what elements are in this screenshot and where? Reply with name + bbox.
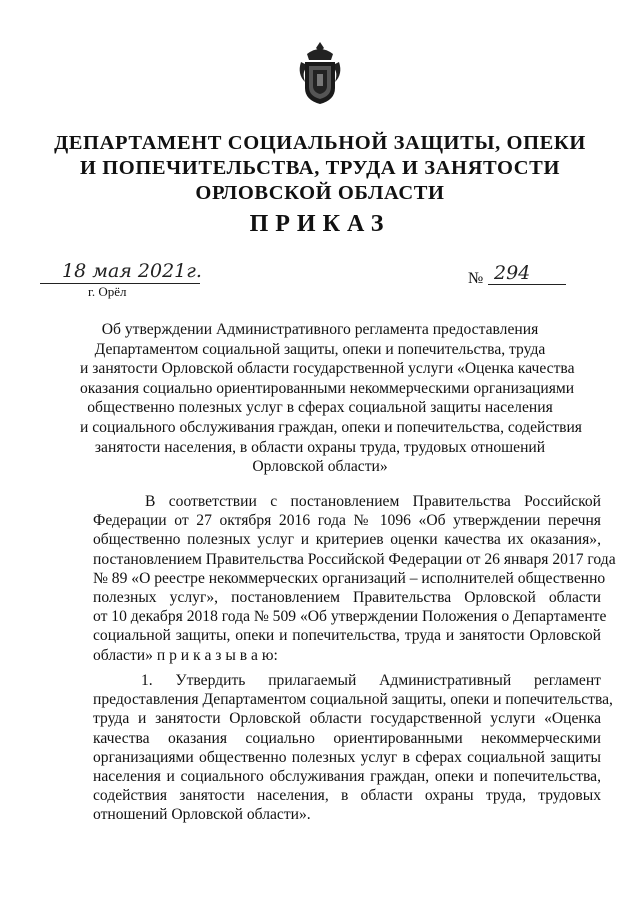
preamble-line: № 89 «О реестре некоммерческих организаций – исполнителей общественно <box>93 569 606 587</box>
order-item-1 <box>93 671 613 825</box>
subject-line: общественно полезных услуг в сферах социальной защиты населения <box>87 399 553 417</box>
preamble-paragraph <box>93 492 616 665</box>
coat-of-arms-icon <box>297 40 343 106</box>
item-line: организациями общественно полезных услуг в сферах социальной защиты <box>93 748 601 766</box>
preamble-line: области» п р и к а з ы в а ю: <box>93 646 278 664</box>
handwritten-number: 294 <box>494 262 531 284</box>
subject-line: и социального обслуживания граждан, опеки и попечительства, содействия <box>80 418 582 436</box>
department-name-line-3: ОРЛОВСКОЙ ОБЛАСТИ <box>195 182 445 204</box>
item-line: предоставления Департаментом социальной защиты, опеки и попечительства, <box>93 691 613 709</box>
order-subject <box>80 320 582 477</box>
subject-line: и занятости Орловской области государственной услуги «Оценка качества <box>80 360 575 378</box>
item-line: населения и социального обслуживания граждан, опеки и попечительства, <box>93 768 601 786</box>
item-line: качества оказания социально ориентированными некоммерческими <box>93 729 601 747</box>
item-line: труда и занятости Орловской области государственной услуги «Оценка <box>93 710 601 728</box>
city-label: г. Орёл <box>88 284 127 299</box>
subject-line: Департаментом социальной защиты, опеки и попечительства, труда <box>94 340 546 358</box>
preamble-line: от 10 декабря 2018 года № 509 «Об утверждении Положения о Департаменте <box>93 608 607 626</box>
preamble-line: полезных услуг», постановлением Правительства Орловской области <box>93 589 601 607</box>
preamble-line: постановлением Правительства Российской Федерации от 26 января 2017 года <box>93 550 616 568</box>
department-name-line-2: И ПОПЕЧИТЕЛЬСТВА, ТРУДА И ЗАНЯТОСТИ <box>79 157 561 179</box>
department-name-line-1: ДЕПАРТАМЕНТ СОЦИАЛЬНОЙ ЗАЩИТЫ, ОПЕКИ <box>54 132 586 154</box>
item-line: 1. Утвердить прилагаемый Административный регламент <box>141 672 601 689</box>
number-underline <box>488 284 566 285</box>
subject-line: Об утверждении Административного регламента предоставления <box>101 321 539 338</box>
item-line: отношений Орловской области». <box>93 806 311 824</box>
preamble-line: социальной защиты, опеки и попечительства, труда и занятости Орловской <box>93 627 601 645</box>
preamble-line: В соответствии с постановлением Правительства Российской <box>145 493 601 510</box>
preamble-line: Федерации от 27 октября 2016 года № 1096 «Об утверждении перечня <box>93 512 601 530</box>
subject-line: Орловской области» <box>252 458 388 476</box>
handwritten-date: 18 мая 2021г. <box>62 260 202 282</box>
number-label: № <box>468 270 484 287</box>
item-line: содействия занятости населения, в области охраны труда, трудовых <box>93 787 601 805</box>
document-type-title: ПРИКАЗ <box>249 211 391 237</box>
preamble-line: общественно полезных услуг и критериев оценки качества их оказания», <box>93 531 601 549</box>
subject-line: оказания социально ориентированными некоммерческими организациями <box>80 379 575 397</box>
subject-line: занятости населения, в области охраны труда, трудовых отношений <box>94 438 546 456</box>
